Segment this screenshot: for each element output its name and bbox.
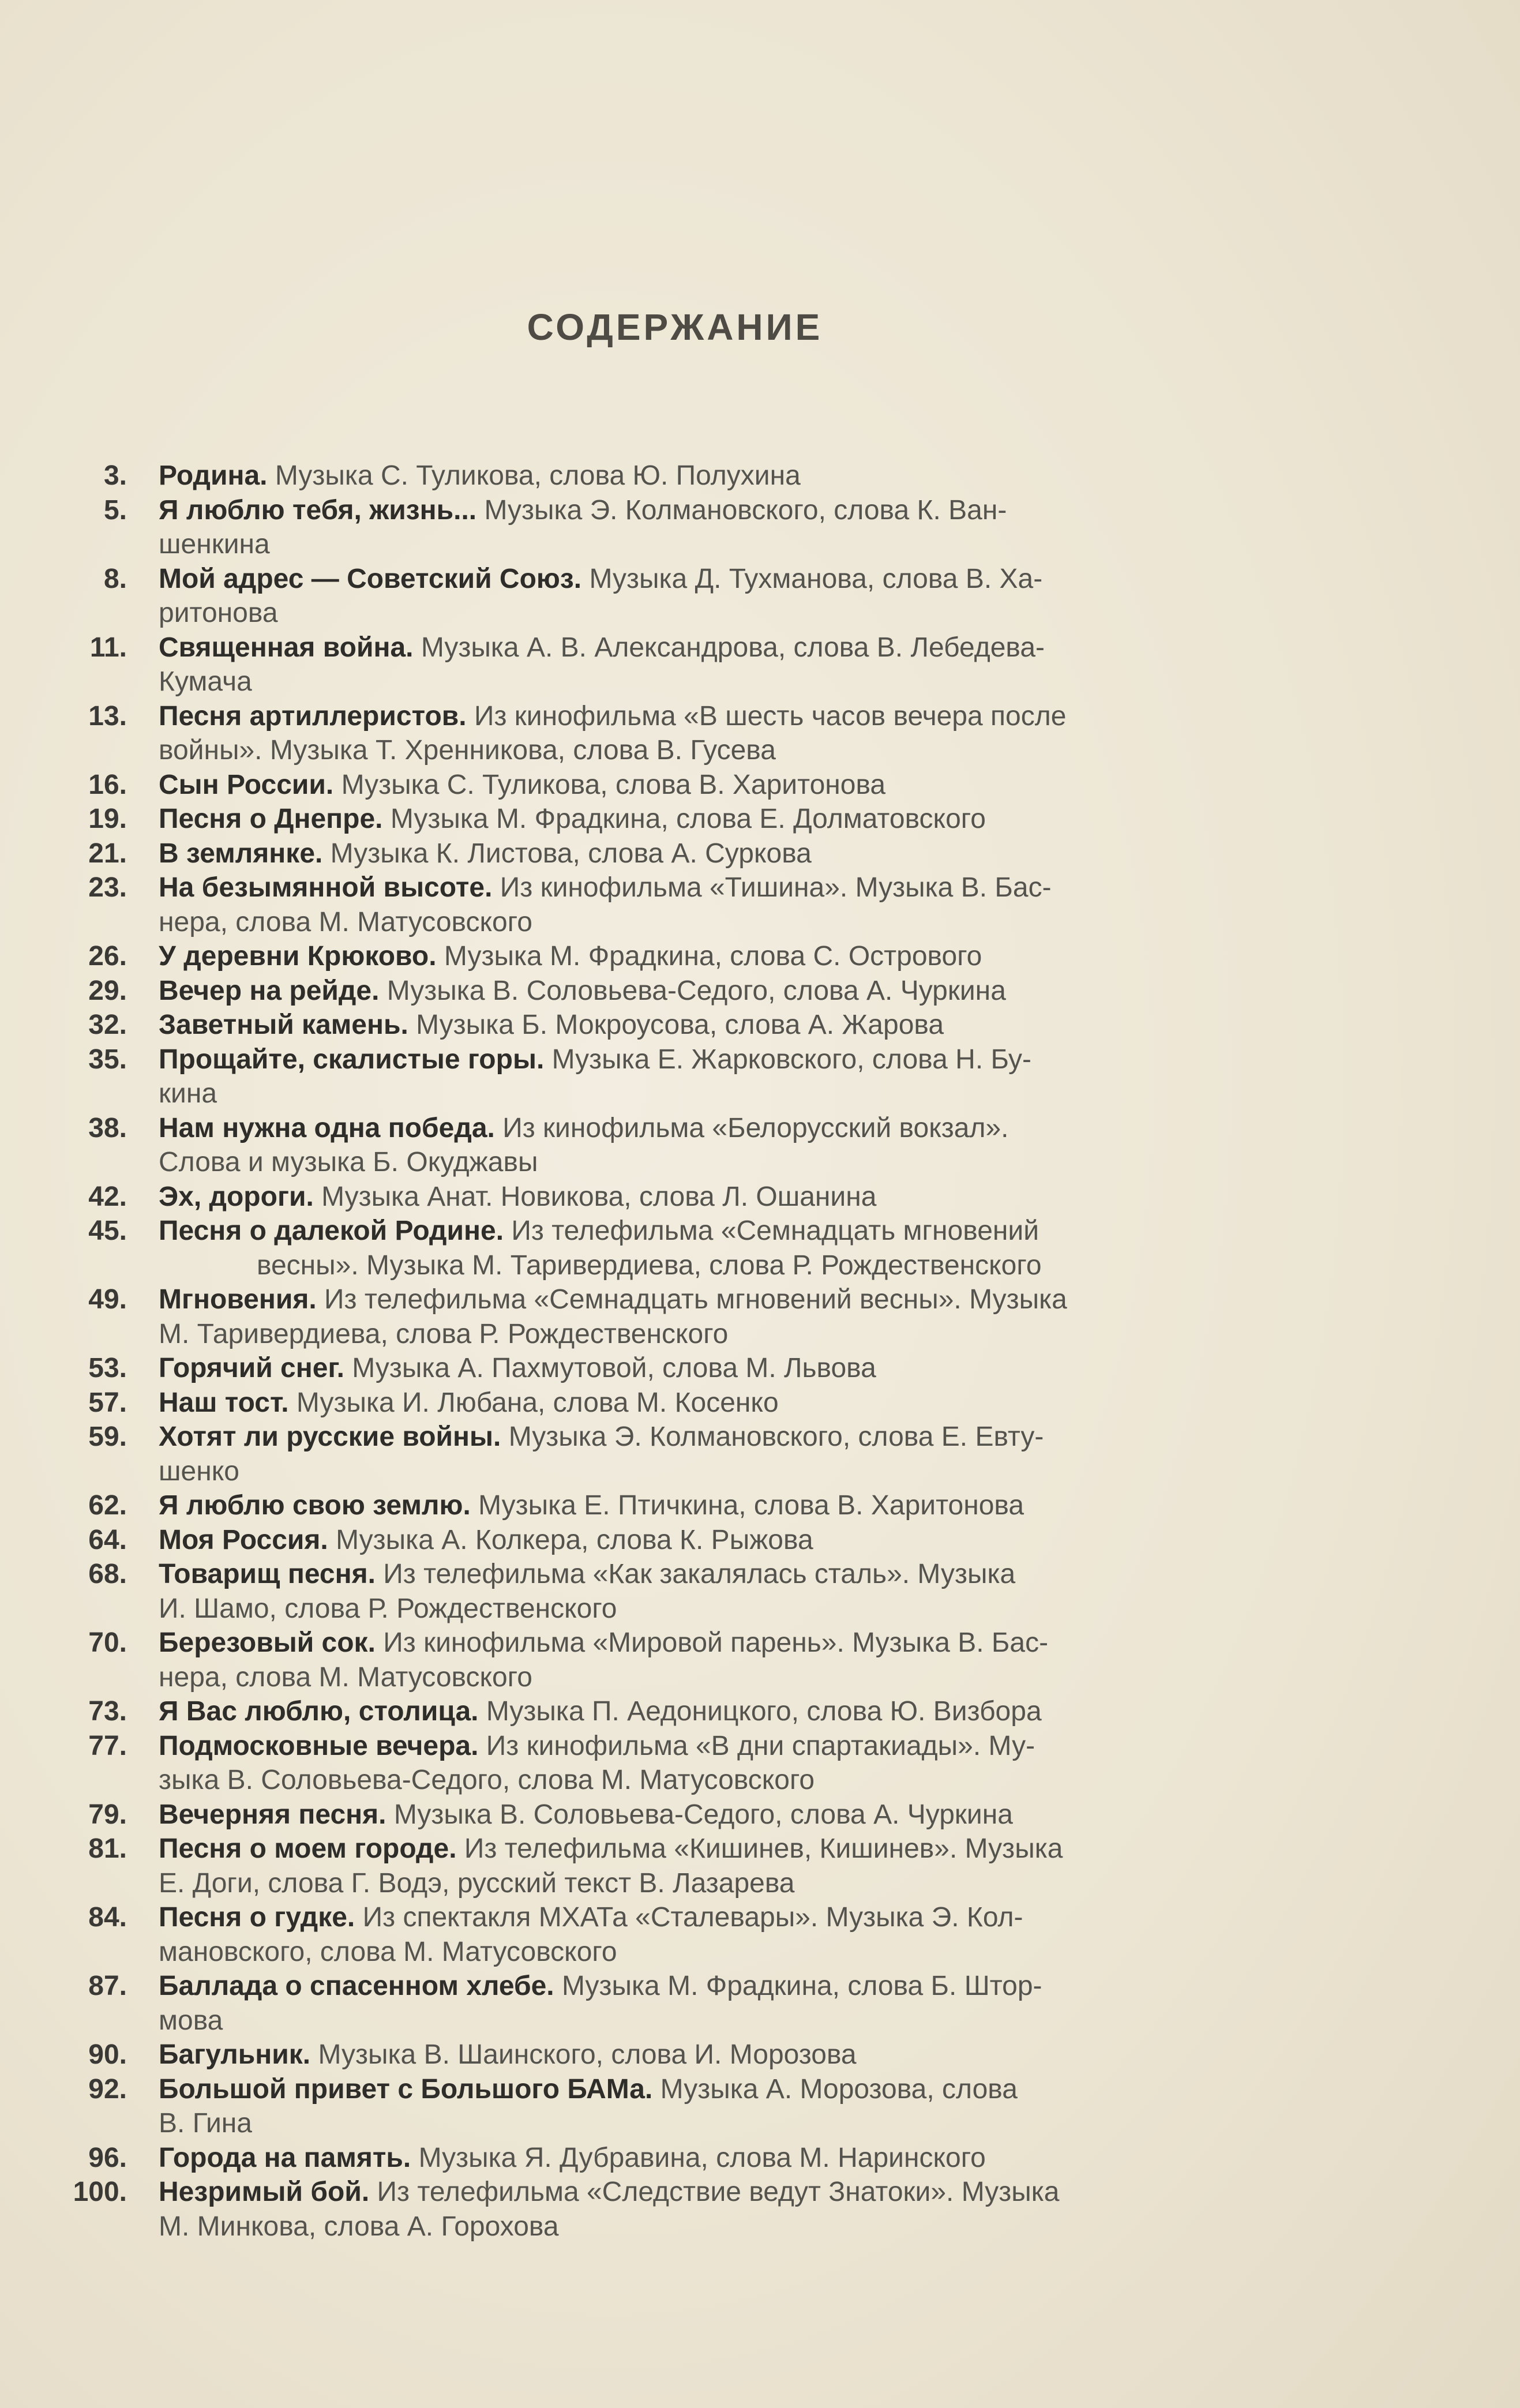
- toc-page-number: 16.: [88, 769, 127, 800]
- toc-song-title: Песня о далекой Родине.: [159, 1216, 504, 1246]
- toc-line: [159, 459, 1312, 493]
- toc-page-number: 92.: [88, 2073, 127, 2105]
- toc-line: [159, 1694, 1312, 1729]
- toc-credits: Музыка А. Морозова, слова: [652, 2073, 1018, 2105]
- toc-song-title: Березовый сок.: [159, 1627, 376, 1658]
- toc-page-number: 53.: [88, 1353, 127, 1383]
- toc-line: [159, 1592, 1312, 1626]
- toc-line: [159, 1488, 1312, 1523]
- toc-credits: Из кинофильма «Белорусский вокзал».: [494, 1112, 1009, 1143]
- toc-line: [159, 1763, 1312, 1798]
- toc-credits: Кумача: [159, 666, 252, 697]
- toc-line: [159, 699, 1312, 734]
- toc-song-title: Песня о моем городе.: [159, 1833, 457, 1864]
- toc-page-number: 100.: [73, 2177, 127, 2207]
- toc-entry: [58, 837, 1327, 871]
- toc-entry: [58, 1626, 1327, 1694]
- toc-page-number: 21.: [88, 838, 127, 869]
- toc-line: [159, 1248, 1312, 1283]
- toc-credits: Музыка И. Любана, слова М. Косенко: [288, 1387, 779, 1418]
- toc-credits: Музыка Анат. Новикова, слова Л. Ошанина: [313, 1181, 877, 1212]
- toc-credits: Музыка С. Туликова, слова Ю. Полухина: [267, 460, 801, 491]
- toc-entry: [58, 1386, 1327, 1420]
- toc-entry: [58, 2038, 1327, 2072]
- toc-line: [159, 562, 1312, 597]
- toc-song-title: Заветный камень.: [159, 1010, 408, 1040]
- toc-page-number: 11.: [89, 632, 127, 663]
- toc-entry: [58, 871, 1327, 939]
- toc-page-number: 5.: [103, 494, 127, 526]
- toc-page-number: 84.: [88, 1902, 127, 1933]
- toc-line: [159, 2072, 1312, 2107]
- toc-credits: Музыка К. Листова, слова А. Суркова: [322, 838, 812, 869]
- toc-line: [159, 2106, 1312, 2141]
- toc-page-number: 77.: [88, 1730, 127, 1761]
- toc-entry: [58, 2141, 1327, 2176]
- toc-line: [159, 1832, 1312, 1866]
- toc-line: [159, 1317, 1312, 1352]
- toc-entry: [58, 1488, 1327, 1523]
- toc-line: [159, 665, 1312, 699]
- toc-page-number: 49.: [88, 1284, 127, 1315]
- toc-line: [159, 1557, 1312, 1592]
- toc-song-title: Товарищ песня.: [159, 1559, 376, 1589]
- toc-entry: [58, 1694, 1327, 1729]
- toc-credits: Музыка М. Фрадкина, слова Е. Долматовского: [382, 804, 986, 834]
- toc-credits: ритонова: [159, 598, 278, 628]
- toc-credits: Из телефильма «Следствие ведут Знатоки». Музыка: [369, 2177, 1060, 2207]
- toc-entry: [58, 1282, 1327, 1351]
- toc-credits: Из телефильма «Семнадцать мгновений весны». Музыка: [316, 1284, 1067, 1315]
- toc-line: [159, 1077, 1312, 1111]
- toc-entry: [58, 974, 1327, 1008]
- toc-credits: нера, слова М. Матусовского: [159, 1661, 532, 1693]
- toc-song-title: Большой привет с Большого БАМа.: [159, 2073, 653, 2105]
- toc-page-number: 38.: [88, 1112, 127, 1143]
- toc-credits: весны». Музыка М. Таривердиева, слова Р. Рождественского: [257, 1250, 1042, 1281]
- toc-line: [159, 2175, 1312, 2210]
- toc-line: [159, 802, 1312, 837]
- toc-line: [159, 1214, 1312, 1248]
- toc-song-title: Священная война.: [159, 632, 414, 663]
- toc-credits: шенко: [159, 1456, 239, 1487]
- toc-credits: Музыка Э. Колмановского, слова Е. Евту-: [501, 1421, 1044, 1452]
- toc-entry: [58, 2175, 1327, 2244]
- toc-entry: [58, 699, 1327, 768]
- toc-song-title: Эх, дороги.: [159, 1181, 314, 1212]
- toc-line: [159, 1420, 1312, 1454]
- toc-credits: шенкина: [159, 529, 270, 560]
- toc-credits: нера, слова М. Матусовского: [159, 906, 532, 937]
- toc-line: [159, 1866, 1312, 1901]
- toc-page-number: 13.: [88, 700, 127, 732]
- toc-line: [159, 768, 1312, 802]
- toc-line: [159, 1351, 1312, 1386]
- toc-line: [159, 974, 1312, 1008]
- toc-entry: [58, 1008, 1327, 1042]
- toc-entry: [58, 1832, 1327, 1900]
- toc-credits: Из кинофильма «Тишина». Музыка В. Бас-: [492, 872, 1052, 903]
- toc-entry: [58, 1557, 1327, 1626]
- toc-credits: Музыка Б. Мокроусова, слова А. Жарова: [408, 1010, 944, 1040]
- toc-entry: [58, 768, 1327, 802]
- toc-entry: [58, 631, 1327, 699]
- toc-line: [159, 596, 1312, 631]
- toc-credits: зыка В. Соловьева-Седого, слова М. Матусовского: [159, 1765, 815, 1795]
- toc-line: [159, 837, 1312, 871]
- toc-song-title: Песня о Днепре.: [159, 804, 383, 834]
- toc-page-number: 8.: [103, 563, 127, 594]
- toc-page-number: 90.: [88, 2039, 127, 2070]
- toc-song-title: Прощайте, скалистые горы.: [159, 1044, 545, 1075]
- toc-page-number: 29.: [88, 975, 127, 1006]
- toc-entry: [58, 1969, 1327, 2038]
- toc-page-number: 73.: [88, 1696, 127, 1727]
- toc-line: [159, 1145, 1312, 1180]
- toc-page-number: 23.: [88, 872, 127, 903]
- toc-entry: [58, 1900, 1327, 1969]
- toc-song-title: Наш тост.: [159, 1387, 289, 1418]
- toc-song-title: Баллада о спасенном хлебе.: [159, 1971, 554, 2001]
- toc-line: [159, 733, 1312, 768]
- toc-credits: Из телефильма «Кишинев, Кишинев». Музыка: [456, 1833, 1063, 1864]
- toc-song-title: Родина.: [159, 460, 268, 491]
- toc-credits: Из спектакля МХАТа «Сталевары». Музыка Э. Кол-: [355, 1902, 1023, 1933]
- toc-line: [159, 1008, 1312, 1042]
- toc-line: [159, 939, 1312, 974]
- toc-credits: Музыка Э. Колмановского, слова К. Ван-: [476, 494, 1007, 526]
- toc-page-number: 79.: [88, 1799, 127, 1830]
- toc-entry: [58, 1180, 1327, 1214]
- toc-line: [159, 2004, 1312, 2038]
- table-of-contents: [58, 459, 1327, 2244]
- toc-song-title: Мой адрес — Советский Союз.: [159, 563, 582, 594]
- toc-credits: В. Гина: [159, 2108, 252, 2139]
- toc-credits: Из телефильма «Как закалялась сталь». Музыка: [375, 1559, 1016, 1589]
- toc-credits: Музыка Е. Птичкина, слова В. Харитонова: [470, 1490, 1024, 1521]
- toc-line: [159, 527, 1312, 562]
- toc-line: [159, 1798, 1312, 1832]
- toc-page-number: 62.: [88, 1490, 127, 1521]
- toc-entry: [58, 939, 1327, 974]
- toc-credits: М. Минкова, слова А. Горохова: [159, 2211, 559, 2242]
- toc-song-title: Подмосковные вечера.: [159, 1730, 479, 1761]
- toc-credits: Слова и музыка Б. Окуджавы: [159, 1147, 538, 1177]
- toc-line: [159, 493, 1312, 528]
- toc-credits: Из кинофильма «Мировой парень». Музыка В. Бас-: [375, 1627, 1049, 1658]
- toc-line: [159, 1042, 1312, 1077]
- toc-line: [159, 631, 1312, 665]
- toc-entry: [58, 1111, 1327, 1180]
- toc-song-title: В землянке.: [159, 838, 323, 869]
- toc-song-title: Города на память.: [159, 2142, 411, 2173]
- toc-song-title: Я люблю тебя, жизнь...: [159, 494, 477, 526]
- toc-credits: Музыка М. Фрадкина, слова Б. Штор-: [554, 1971, 1042, 2001]
- toc-song-title: Вечерняя песня.: [159, 1799, 386, 1830]
- toc-entry: [58, 2072, 1327, 2141]
- toc-credits: Музыка П. Аедоницкого, слова Ю. Визбора: [478, 1696, 1042, 1727]
- toc-page-number: 45.: [88, 1216, 127, 1246]
- toc-song-title: Моя Россия.: [159, 1524, 328, 1555]
- toc-song-title: У деревни Крюково.: [159, 941, 437, 972]
- toc-entry: [58, 1420, 1327, 1488]
- toc-credits: кина: [159, 1078, 217, 1109]
- page-title: СОДЕРЖАНИЕ: [527, 306, 823, 348]
- toc-line: [159, 1626, 1312, 1660]
- toc-line: [159, 1523, 1312, 1558]
- toc-credits: Музыка С. Туликова, слова В. Харитонова: [333, 769, 886, 800]
- toc-credits: Музыка В. Соловьева-Седого, слова А. Чуркина: [379, 975, 1006, 1006]
- toc-song-title: Я люблю свою землю.: [159, 1490, 471, 1521]
- toc-line: [159, 871, 1312, 905]
- toc-entry: [58, 1798, 1327, 1832]
- toc-credits: мова: [159, 2005, 223, 2036]
- toc-line: [159, 905, 1312, 940]
- toc-entry: [58, 493, 1327, 562]
- toc-page-number: 64.: [88, 1524, 127, 1555]
- toc-song-title: Незримый бой.: [159, 2177, 370, 2207]
- toc-entry: [58, 1729, 1327, 1798]
- toc-credits: Музыка А. В. Александрова, слова В. Лебедева-: [413, 632, 1045, 663]
- toc-credits: Музыка А. Пахмутовой, слова М. Львова: [344, 1353, 876, 1383]
- toc-entry: [58, 562, 1327, 631]
- toc-credits: Музыка Е. Жарковского, слова Н. Бу-: [544, 1044, 1031, 1075]
- toc-page-number: 87.: [88, 1971, 127, 2001]
- toc-entry: [58, 802, 1327, 837]
- toc-song-title: Песня о гудке.: [159, 1902, 355, 1933]
- toc-line: [159, 1969, 1312, 2004]
- toc-credits: войны». Музыка Т. Хренникова, слова В. Гусева: [159, 735, 776, 766]
- toc-song-title: Хотят ли русские войны.: [159, 1421, 501, 1452]
- toc-line: [159, 1386, 1312, 1420]
- toc-line: [159, 2141, 1312, 2176]
- toc-credits: мановского, слова М. Матусовского: [159, 1936, 617, 1967]
- toc-page-number: 81.: [88, 1833, 127, 1864]
- toc-page-number: 96.: [88, 2142, 127, 2173]
- toc-song-title: Нам нужна одна победа.: [159, 1112, 495, 1143]
- toc-credits: И. Шамо, слова Р. Рождественского: [159, 1593, 617, 1624]
- toc-credits: Музыка Я. Дубравина, слова М. Наринского: [411, 2142, 986, 2173]
- toc-credits: Музыка В. Шаинского, слова И. Морозова: [310, 2039, 857, 2070]
- toc-line: [159, 1454, 1312, 1489]
- toc-line: [159, 1660, 1312, 1695]
- toc-line: [159, 2210, 1312, 2244]
- toc-credits: Музыка М. Фрадкина, слова С. Острового: [436, 941, 982, 972]
- toc-song-title: На безымянной высоте.: [159, 872, 493, 903]
- toc-page-number: 59.: [88, 1421, 127, 1452]
- toc-page-number: 32.: [88, 1010, 127, 1040]
- toc-credits: Из телефильма «Семнадцать мгновений: [504, 1216, 1039, 1246]
- toc-entry: [58, 1351, 1327, 1386]
- toc-song-title: Мгновения.: [159, 1284, 317, 1315]
- toc-entry: [58, 1042, 1327, 1111]
- toc-line: [159, 2038, 1312, 2072]
- toc-line: [159, 1180, 1312, 1214]
- toc-credits: Музыка Д. Тухманова, слова В. Ха-: [581, 563, 1043, 594]
- toc-credits: М. Таривердиева, слова Р. Рождественского: [159, 1318, 729, 1349]
- toc-line: [159, 1111, 1312, 1146]
- toc-song-title: Горячий снег.: [159, 1353, 344, 1383]
- toc-entry: [58, 459, 1327, 493]
- toc-credits: Музыка А. Колкера, слова К. Рыжова: [328, 1524, 813, 1555]
- toc-line: [159, 1282, 1312, 1317]
- toc-page-number: 3.: [103, 460, 127, 491]
- toc-song-title: Сын России.: [159, 769, 334, 800]
- toc-line: [159, 1900, 1312, 1935]
- toc-line: [159, 1935, 1312, 1970]
- toc-entry: [58, 1523, 1327, 1558]
- toc-page-number: 35.: [88, 1044, 127, 1075]
- toc-page-number: 70.: [88, 1627, 127, 1658]
- toc-credits: Музыка В. Соловьева-Седого, слова А. Чуркина: [386, 1799, 1013, 1830]
- toc-credits: Е. Доги, слова Г. Водэ, русский текст В. Лазарева: [159, 1867, 795, 1899]
- toc-song-title: Песня артиллеристов.: [159, 700, 467, 732]
- toc-song-title: Я Вас люблю, столица.: [159, 1696, 479, 1727]
- toc-credits: Из кинофильма «В шесть часов вечера после: [466, 700, 1067, 732]
- toc-entry: [58, 1214, 1327, 1282]
- toc-page-number: 26.: [88, 941, 127, 972]
- toc-song-title: Багульник.: [159, 2039, 311, 2070]
- toc-song-title: Вечер на рейде.: [159, 975, 380, 1006]
- toc-line: [159, 1729, 1312, 1764]
- toc-page-number: 42.: [88, 1181, 127, 1212]
- toc-page-number: 57.: [88, 1387, 127, 1418]
- toc-page-number: 68.: [88, 1559, 127, 1589]
- toc-credits: Из кинофильма «В дни спартакиады». Му-: [478, 1730, 1035, 1761]
- toc-page-number: 19.: [88, 804, 127, 834]
